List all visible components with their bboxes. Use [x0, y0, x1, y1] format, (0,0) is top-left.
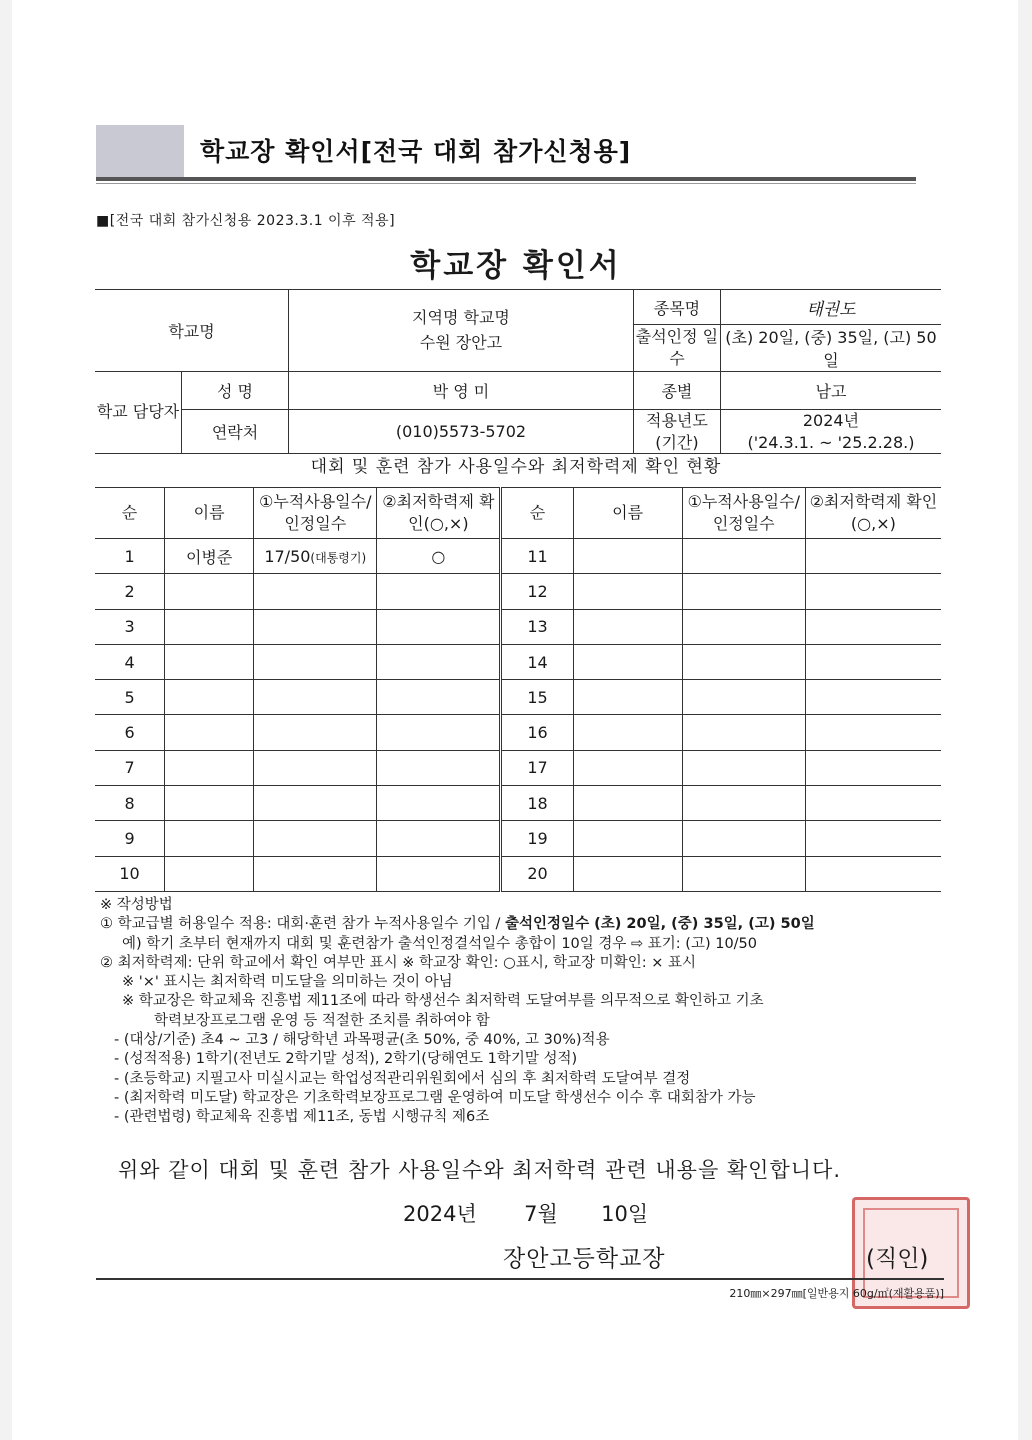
row-seq: 2 [95, 574, 165, 609]
info-table [95, 289, 941, 454]
table-row [95, 750, 941, 785]
attendance-label: 출석인정 일수 [633, 325, 720, 372]
date-day: 10일 [601, 1202, 649, 1226]
writing-instructions [100, 896, 950, 1128]
row-name [573, 750, 682, 785]
row-check [805, 644, 941, 679]
row-name [573, 856, 682, 891]
note-1 [100, 915, 950, 934]
row-seq: 10 [95, 856, 165, 891]
manager-label: 학교 담당자 [95, 372, 182, 454]
contact-value: (010)5573-5702 [289, 410, 634, 454]
name-label: 성 명 [182, 372, 289, 410]
note-2-sub-a: ※ '×' 표시는 최저학력 미도달을 의미하는 것이 아님 [122, 974, 453, 991]
detail-related-law: - (관련법령) 학교체육 진흥법 제11조, 동법 시행규칙 제6조 [114, 1109, 490, 1126]
form-reference: ■[전국 대회 참가신청용 2023.3.1 이후 적용] [96, 213, 396, 229]
row-seq: 7 [95, 750, 165, 785]
header-rule [96, 177, 916, 181]
row-name [165, 609, 254, 644]
row-seq: 12 [501, 574, 573, 609]
header-days: ①누적사용일수/ 인정일수 [682, 488, 805, 539]
row-days-value: 17/50 [264, 546, 311, 566]
row-days [254, 856, 377, 891]
usage-grid [95, 487, 941, 892]
year-value [720, 410, 941, 454]
row-days-note: (대통령기) [310, 550, 367, 565]
row-days [254, 609, 377, 644]
header-days: ①누적사용일수/ 인정일수 [254, 488, 377, 539]
type-value: 남고 [720, 372, 941, 410]
row-days [682, 750, 805, 785]
row-name [573, 680, 682, 715]
header-check: ②최저학력제 확인(○,×) [805, 488, 941, 539]
row-name [573, 644, 682, 679]
school-name: 수원 장안고 [419, 332, 503, 352]
attendance-value: (초) 20일, (중) 35일, (고) 50일 [720, 325, 941, 372]
table-row [95, 856, 941, 891]
row-days [254, 680, 377, 715]
row-days [682, 786, 805, 821]
row-check [805, 750, 941, 785]
row-days [254, 539, 377, 574]
row-check [805, 715, 941, 750]
row-days [682, 539, 805, 574]
header-seq: 순 [95, 488, 165, 539]
detail-not-reached: - (최저학력 미도달) 학교장은 기초학력보장프로그램 운영하여 미도달 학생선수 이수 후 대회참가 가능 [114, 1089, 756, 1106]
header-rule-thin [96, 183, 916, 184]
bottom-rule [96, 1278, 944, 1280]
row-seq: 4 [95, 644, 165, 679]
row-days [254, 574, 377, 609]
name-value: 박 영 미 [289, 372, 634, 410]
row-days [254, 750, 377, 785]
year-value-period: ('24.3.1. ~ '25.2.28.) [747, 432, 915, 452]
section-title: 대회 및 훈련 참가 사용일수와 최저학력제 확인 현황 [310, 457, 722, 477]
row-days [254, 644, 377, 679]
row-check [805, 680, 941, 715]
row-days [682, 821, 805, 856]
row-seq: 17 [501, 750, 573, 785]
row-seq: 3 [95, 609, 165, 644]
row-seq: 19 [501, 821, 573, 856]
row-seq: 15 [501, 680, 573, 715]
table-row [95, 715, 941, 750]
note-1-example: 예) 학기 초부터 현재까지 대회 및 훈련참가 출석인정결석일수 총합이 10일 경우 ⇨ 표기: (고) 10/50 [122, 935, 758, 952]
row-days [682, 574, 805, 609]
row-name: 이병준 [165, 539, 254, 574]
seal-label: (직인) [866, 1246, 929, 1272]
note-1-text: ① 학교급별 허용일수 적용: 대회·훈련 참가 누적사용일수 기입 / [100, 916, 506, 933]
row-seq: 14 [501, 644, 573, 679]
main-title: 학교장 확인서 [410, 248, 622, 284]
row-seq: 20 [501, 856, 573, 891]
school-value [289, 290, 634, 372]
row-check [805, 786, 941, 821]
row-name [165, 644, 254, 679]
row-name [573, 574, 682, 609]
row-seq: 5 [95, 680, 165, 715]
row-name [165, 715, 254, 750]
row-check [377, 574, 501, 609]
row-seq: 18 [501, 786, 573, 821]
row-days [254, 715, 377, 750]
row-days [682, 644, 805, 679]
table-row [95, 574, 941, 609]
row-days [682, 609, 805, 644]
row-days [682, 856, 805, 891]
confirmation-statement: 위와 같이 대회 및 훈련 참가 사용일수와 최저학력 관련 내용을 확인합니다. [118, 1158, 842, 1182]
header-tab-block [96, 125, 184, 179]
row-seq: 16 [501, 715, 573, 750]
note-2-sub-b-cont: 학력보장프로그램 운영 등 적절한 조치를 취하여야 함 [154, 1012, 490, 1029]
table-row [95, 786, 941, 821]
row-name [573, 786, 682, 821]
paper-size-note: 210㎜×297㎜[일반용지 60g/㎡(재활용품)] [729, 1287, 944, 1300]
header-title: 학교장 확인서[전국 대회 참가신청용] [200, 137, 632, 166]
row-seq: 9 [95, 821, 165, 856]
row-seq: 8 [95, 786, 165, 821]
issue-date [403, 1198, 648, 1228]
row-name [165, 786, 254, 821]
row-check [805, 821, 941, 856]
header-seq: 순 [501, 488, 573, 539]
row-seq: 6 [95, 715, 165, 750]
row-name [165, 821, 254, 856]
detail-target: - (대상/기준) 초4 ~ 고3 / 해당학년 과목평균(초 50%, 중 40%, 고 30%)적용 [114, 1032, 610, 1049]
row-days [682, 715, 805, 750]
school-label: 학교명 [95, 290, 289, 372]
note-2: ② 최저학력제: 단위 학교에서 확인 여부만 표시 ※ 학교장 확인: ○표시, 학교장 미확인: × 표시 [100, 954, 696, 971]
date-year: 2024년 [403, 1202, 477, 1226]
row-check [377, 715, 501, 750]
row-days [254, 821, 377, 856]
row-name [573, 821, 682, 856]
notes-heading: ※ 작성방법 [100, 897, 173, 913]
row-name [165, 680, 254, 715]
row-name [573, 539, 682, 574]
date-month: 7월 [524, 1202, 558, 1226]
table-row [95, 821, 941, 856]
school-region-label: 지역명 학교명 [412, 307, 510, 327]
table-row [95, 680, 941, 715]
detail-elementary: - (초등학교) 지필고사 미실시교는 학업성적관리위원회에서 심의 후 최저학력 도달여부 결정 [114, 1070, 691, 1087]
header-name: 이름 [165, 488, 254, 539]
row-check: ○ [377, 539, 501, 574]
detail-grade-application: - (성적적용) 1학기(전년도 2학기말 성적), 2학기(당해연도 1학기말 성적) [114, 1051, 578, 1068]
row-days [682, 680, 805, 715]
row-check [377, 644, 501, 679]
row-check [805, 574, 941, 609]
row-name [573, 715, 682, 750]
table-row [95, 609, 941, 644]
row-name [165, 574, 254, 609]
row-days [254, 786, 377, 821]
row-check [377, 821, 501, 856]
contact-label: 연락처 [182, 410, 289, 454]
note-1-bold: 출석인정일수 (초) 20일, (중) 35일, (고) 50일 [505, 916, 815, 933]
header-check: ②최저학력제 확인(○,×) [377, 488, 501, 539]
sport-value: 태권도 [720, 290, 941, 325]
row-check [377, 609, 501, 644]
row-check [805, 539, 941, 574]
type-label: 종별 [633, 372, 720, 410]
row-check [377, 680, 501, 715]
row-check [805, 856, 941, 891]
row-check [805, 609, 941, 644]
year-label: 적용년도 (기간) [633, 410, 720, 454]
principal-name: 장안고등학교장 [503, 1246, 666, 1272]
row-seq: 13 [501, 609, 573, 644]
table-row [95, 644, 941, 679]
year-value-main: 2024년 [802, 411, 860, 430]
row-seq: 11 [501, 539, 573, 574]
row-seq: 1 [95, 539, 165, 574]
row-check [377, 786, 501, 821]
sport-label: 종목명 [633, 290, 720, 325]
row-name [165, 750, 254, 785]
row-check [377, 856, 501, 891]
note-2-sub-b: ※ 학교장은 학교체육 진흥법 제11조에 따라 학생선수 최저학력 도달여부를 의무적으로 확인하고 기초 [122, 993, 764, 1010]
row-name [165, 856, 254, 891]
row-check [377, 750, 501, 785]
row-name [573, 609, 682, 644]
table-row [95, 539, 941, 574]
header-name: 이름 [573, 488, 682, 539]
